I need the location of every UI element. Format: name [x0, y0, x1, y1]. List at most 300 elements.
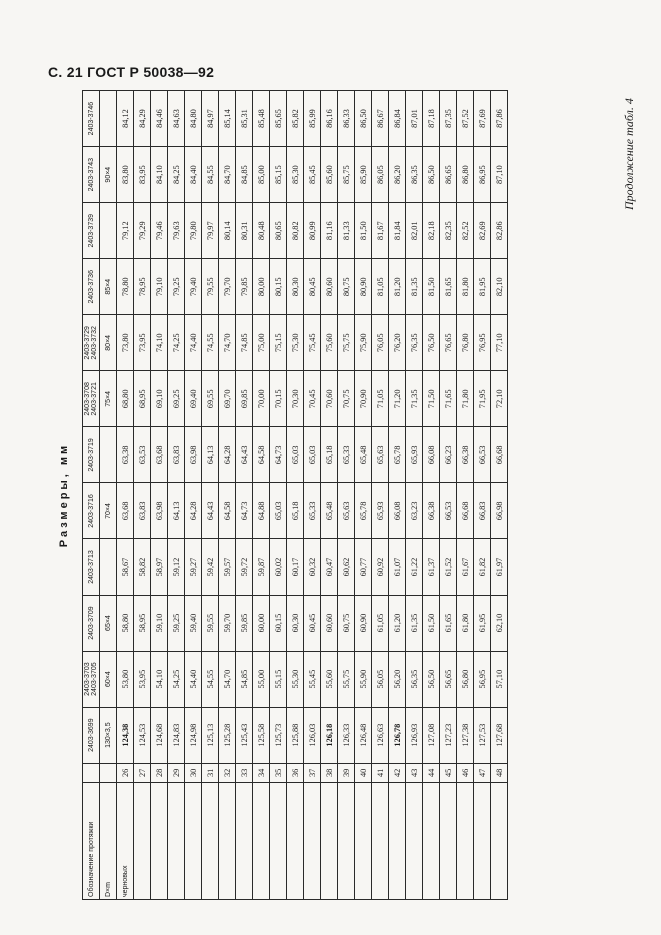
row-group-label — [474, 783, 491, 900]
table-cell: 71,65 — [440, 371, 457, 427]
table-cell: 66,68 — [491, 427, 508, 483]
column-code: 2403-3736 — [83, 259, 100, 315]
table-cell: 75,45 — [304, 315, 321, 371]
table-cell: 60,17 — [287, 539, 304, 595]
table-cell: 78,80 — [117, 259, 134, 315]
table-cell: 86,50 — [423, 147, 440, 203]
table-cell: 60,02 — [270, 539, 287, 595]
column-code: 2403-3708 2403-3721 — [83, 371, 100, 427]
column-size: 75×4 — [100, 371, 117, 427]
table-cell: 80,82 — [287, 203, 304, 259]
table-cell: 81,50 — [423, 259, 440, 315]
table-row — [440, 91, 457, 900]
row-group-label — [168, 783, 185, 900]
designation-label: Обозначение протяжки — [83, 783, 100, 900]
table-cell: 63,23 — [406, 483, 423, 539]
table-cell: 56,80 — [457, 651, 474, 707]
row-group-label — [253, 783, 270, 900]
column-size: 130×3,5 — [100, 707, 117, 763]
table-cell: 81,67 — [372, 203, 389, 259]
table-cell: 78,95 — [134, 259, 151, 315]
table-cell: 56,20 — [389, 651, 406, 707]
table-cell: 66,08 — [389, 483, 406, 539]
tooth-number: 39 — [338, 763, 355, 782]
row-group-label — [389, 783, 406, 900]
table-cell: 60,75 — [338, 595, 355, 651]
column-size — [100, 539, 117, 595]
table-cell: 80,99 — [304, 203, 321, 259]
table-cell: 69,70 — [219, 371, 236, 427]
table-cell: 84,46 — [151, 91, 168, 147]
table-cell: 125,13 — [202, 707, 219, 763]
table-cell: 55,60 — [321, 651, 338, 707]
table-cell: 80,31 — [236, 203, 253, 259]
table-cell: 66,68 — [457, 483, 474, 539]
tooth-number: 27 — [134, 763, 151, 782]
table-cell: 124,53 — [134, 707, 151, 763]
table-cell: 59,57 — [219, 539, 236, 595]
table-cell: 58,97 — [151, 539, 168, 595]
table-row — [134, 91, 151, 900]
table-cell: 58,82 — [134, 539, 151, 595]
tooth-number: 43 — [406, 763, 423, 782]
tooth-number: 34 — [253, 763, 270, 782]
column-code: 2403-3729 2403-3732 — [83, 315, 100, 371]
table-cell: 85,30 — [287, 147, 304, 203]
table-cell: 61,20 — [389, 595, 406, 651]
table-cell: 85,31 — [236, 91, 253, 147]
table-cell: 84,85 — [236, 147, 253, 203]
table-cell: 84,29 — [134, 91, 151, 147]
table-cell: 81,05 — [372, 259, 389, 315]
table-cell: 65,03 — [287, 427, 304, 483]
table-cell: 70,15 — [270, 371, 287, 427]
table-cell: 81,16 — [321, 203, 338, 259]
blank-cell — [100, 763, 117, 782]
tooth-number: 37 — [304, 763, 321, 782]
table-cell: 61,67 — [457, 539, 474, 595]
table-cell: 65,48 — [321, 483, 338, 539]
table-cell: 127,53 — [474, 707, 491, 763]
tooth-number: 30 — [185, 763, 202, 782]
table-cell: 66,83 — [474, 483, 491, 539]
table-cell: 81,50 — [355, 203, 372, 259]
tooth-number: 36 — [287, 763, 304, 782]
table-cell: 60,90 — [355, 595, 372, 651]
table-cell: 83,95 — [134, 147, 151, 203]
table-cell: 63,98 — [151, 483, 168, 539]
table-cell: 63,98 — [185, 427, 202, 483]
table-cell: 65,63 — [338, 483, 355, 539]
table-cell: 76,05 — [372, 315, 389, 371]
table-row — [355, 91, 372, 900]
table-cell: 76,20 — [389, 315, 406, 371]
table-cell: 56,35 — [406, 651, 423, 707]
table-cell: 79,10 — [151, 259, 168, 315]
table-cell: 61,05 — [372, 595, 389, 651]
table-cell: 66,38 — [457, 427, 474, 483]
table-cell: 79,55 — [202, 259, 219, 315]
table-cell: 81,95 — [474, 259, 491, 315]
table-cell: 85,60 — [321, 147, 338, 203]
table-cell: 64,43 — [236, 427, 253, 483]
table-cell: 66,23 — [440, 427, 457, 483]
table-cell: 65,18 — [321, 427, 338, 483]
table-cell: 75,60 — [321, 315, 338, 371]
table-cell: 65,48 — [355, 427, 372, 483]
table-cell: 76,95 — [474, 315, 491, 371]
table-row — [338, 91, 355, 900]
table-cell: 60,47 — [321, 539, 338, 595]
table-cell: 79,25 — [168, 259, 185, 315]
table-cell: 58,95 — [134, 595, 151, 651]
table-cell: 84,12 — [117, 91, 134, 147]
row-group-label — [372, 783, 389, 900]
table-cell: 60,32 — [304, 539, 321, 595]
table-cell: 79,85 — [236, 259, 253, 315]
table-cell: 53,95 — [134, 651, 151, 707]
header-row-sizes — [100, 91, 117, 900]
table-cell: 125,88 — [287, 707, 304, 763]
table-cell: 125,28 — [219, 707, 236, 763]
column-size: 65×4 — [100, 595, 117, 651]
table-cell: 81,35 — [406, 259, 423, 315]
table-cell: 77,10 — [491, 315, 508, 371]
table-cell: 126,18 — [321, 707, 338, 763]
table-cell: 59,25 — [168, 595, 185, 651]
table-cell: 63,83 — [134, 483, 151, 539]
table-cell: 69,85 — [236, 371, 253, 427]
table-cell: 60,60 — [321, 595, 338, 651]
table-cell: 66,38 — [423, 483, 440, 539]
table-cell: 79,46 — [151, 203, 168, 259]
table-cell: 74,10 — [151, 315, 168, 371]
table-cell: 85,99 — [304, 91, 321, 147]
table-cell: 79,70 — [219, 259, 236, 315]
table-cell: 54,10 — [151, 651, 168, 707]
table-cell: 53,80 — [117, 651, 134, 707]
tooth-number: 40 — [355, 763, 372, 782]
table-cell: 82,69 — [474, 203, 491, 259]
table-row — [151, 91, 168, 900]
table-cell: 70,75 — [338, 371, 355, 427]
table-cell: 125,43 — [236, 707, 253, 763]
table-cell: 74,70 — [219, 315, 236, 371]
table-cell: 66,08 — [423, 427, 440, 483]
table-cell: 63,53 — [134, 427, 151, 483]
row-group-label — [151, 783, 168, 900]
table-cell: 58,67 — [117, 539, 134, 595]
table-cell: 80,75 — [338, 259, 355, 315]
column-code: 2403-3699 — [83, 707, 100, 763]
table-cell: 69,55 — [202, 371, 219, 427]
table-cell: 80,15 — [270, 259, 287, 315]
tooth-number: 26 — [117, 763, 134, 782]
page-header: С. 21 ГОСТ Р 50038—92 — [48, 64, 215, 80]
table-row — [389, 91, 406, 900]
table-cell: 126,03 — [304, 707, 321, 763]
column-code: 2403-3716 — [83, 483, 100, 539]
table-cell: 70,60 — [321, 371, 338, 427]
table-cell: 60,15 — [270, 595, 287, 651]
table-cell: 63,83 — [168, 427, 185, 483]
table-cell: 60,92 — [372, 539, 389, 595]
table-cell: 75,30 — [287, 315, 304, 371]
table-cell: 64,73 — [270, 427, 287, 483]
table-cell: 126,33 — [338, 707, 355, 763]
table-cell: 84,80 — [185, 91, 202, 147]
row-group-label — [406, 783, 423, 900]
table-cell: 59,40 — [185, 595, 202, 651]
table-cell: 64,73 — [236, 483, 253, 539]
blank-cell — [83, 763, 100, 782]
dimensions-table — [82, 90, 508, 900]
dxm-label: D×m — [100, 783, 117, 900]
table-cell: 127,38 — [457, 707, 474, 763]
table-cell: 82,35 — [440, 203, 457, 259]
table-row — [474, 91, 491, 900]
table-cell: 70,00 — [253, 371, 270, 427]
table-cell: 55,90 — [355, 651, 372, 707]
table-cell: 76,35 — [406, 315, 423, 371]
table-cell: 86,95 — [474, 147, 491, 203]
table-cell: 54,55 — [202, 651, 219, 707]
table-row — [372, 91, 389, 900]
table-cell: 59,42 — [202, 539, 219, 595]
table-cell: 79,29 — [134, 203, 151, 259]
table-cell: 86,80 — [457, 147, 474, 203]
table-cell: 61,52 — [440, 539, 457, 595]
table-cell: 79,97 — [202, 203, 219, 259]
table-cell: 60,77 — [355, 539, 372, 595]
table-cell: 59,85 — [236, 595, 253, 651]
table-cell: 61,07 — [389, 539, 406, 595]
table-cell: 65,03 — [304, 427, 321, 483]
table-row — [236, 91, 253, 900]
rotated-table-frame — [58, 90, 612, 900]
table-row — [304, 91, 321, 900]
table-cell: 59,10 — [151, 595, 168, 651]
table-cell: 125,73 — [270, 707, 287, 763]
tooth-number: 45 — [440, 763, 457, 782]
table-cell: 125,58 — [253, 707, 270, 763]
table-row — [185, 91, 202, 900]
table-cell: 84,40 — [185, 147, 202, 203]
table-cell: 80,14 — [219, 203, 236, 259]
table-cell: 59,87 — [253, 539, 270, 595]
table-cell: 124,68 — [151, 707, 168, 763]
table-row — [168, 91, 185, 900]
table-cell: 64,28 — [219, 427, 236, 483]
table-row — [423, 91, 440, 900]
table-row — [117, 91, 134, 900]
table-cell: 65,63 — [372, 427, 389, 483]
tooth-number: 35 — [270, 763, 287, 782]
table-cell: 66,53 — [474, 427, 491, 483]
row-group-label — [304, 783, 321, 900]
table-cell: 86,35 — [406, 147, 423, 203]
table-cell: 61,35 — [406, 595, 423, 651]
table-cell: 83,80 — [117, 147, 134, 203]
table-cell: 84,25 — [168, 147, 185, 203]
table-cell: 54,70 — [219, 651, 236, 707]
table-cell: 84,55 — [202, 147, 219, 203]
table-cell: 64,13 — [168, 483, 185, 539]
table-cell: 82,18 — [423, 203, 440, 259]
table-cell: 56,65 — [440, 651, 457, 707]
table-cell: 61,80 — [457, 595, 474, 651]
column-code: 2403-3709 — [83, 595, 100, 651]
row-group-label — [440, 783, 457, 900]
table-row — [287, 91, 304, 900]
table-cell: 82,86 — [491, 203, 508, 259]
table-cell: 80,00 — [253, 259, 270, 315]
tooth-number: 33 — [236, 763, 253, 782]
table-row — [253, 91, 270, 900]
table-cell: 86,84 — [389, 91, 406, 147]
table-cell: 59,27 — [185, 539, 202, 595]
table-cell: 82,52 — [457, 203, 474, 259]
table-cell: 86,65 — [440, 147, 457, 203]
table-cell: 64,58 — [219, 483, 236, 539]
table-cell: 85,90 — [355, 147, 372, 203]
table-cell: 74,25 — [168, 315, 185, 371]
table-cell: 54,40 — [185, 651, 202, 707]
row-group-label — [287, 783, 304, 900]
row-group-label — [134, 783, 151, 900]
table-cell: 69,25 — [168, 371, 185, 427]
table-cell: 86,16 — [321, 91, 338, 147]
table-cell: 81,33 — [338, 203, 355, 259]
table-cell: 56,50 — [423, 651, 440, 707]
column-size: 90×4 — [100, 147, 117, 203]
column-code: 2403-3739 — [83, 203, 100, 259]
table-cell: 60,00 — [253, 595, 270, 651]
row-group-label — [236, 783, 253, 900]
table-cell: 54,85 — [236, 651, 253, 707]
table-cell: 73,95 — [134, 315, 151, 371]
table-cell: 63,68 — [117, 483, 134, 539]
column-size: 80×4 — [100, 315, 117, 371]
tooth-number: 32 — [219, 763, 236, 782]
table-cell: 87,35 — [440, 91, 457, 147]
table-cell: 74,40 — [185, 315, 202, 371]
table-cell: 73,80 — [117, 315, 134, 371]
table-cell: 86,20 — [389, 147, 406, 203]
table-cell: 81,20 — [389, 259, 406, 315]
table-cell: 61,37 — [423, 539, 440, 595]
table-cell: 65,33 — [304, 483, 321, 539]
table-cell: 55,45 — [304, 651, 321, 707]
column-size: 70×4 — [100, 483, 117, 539]
column-size — [100, 91, 117, 147]
table-cell: 80,30 — [287, 259, 304, 315]
table-cell: 68,95 — [134, 371, 151, 427]
table-cell: 61,95 — [474, 595, 491, 651]
table-cell: 82,10 — [491, 259, 508, 315]
table-cell: 60,62 — [338, 539, 355, 595]
table-cell: 127,23 — [440, 707, 457, 763]
table-cell: 56,95 — [474, 651, 491, 707]
table-cell: 80,45 — [304, 259, 321, 315]
continued-label: Продолжение табл. 4 — [622, 98, 636, 210]
table-cell: 76,65 — [440, 315, 457, 371]
table-cell: 64,13 — [202, 427, 219, 483]
table-cell: 75,90 — [355, 315, 372, 371]
table-cell: 87,69 — [474, 91, 491, 147]
table-cell: 71,20 — [389, 371, 406, 427]
table-cell: 59,55 — [202, 595, 219, 651]
table-cell: 85,75 — [338, 147, 355, 203]
table-cell: 85,14 — [219, 91, 236, 147]
table-row — [491, 91, 508, 900]
tooth-number: 41 — [372, 763, 389, 782]
table-cell: 61,97 — [491, 539, 508, 595]
table-cell: 80,60 — [321, 259, 338, 315]
table-cell: 87,01 — [406, 91, 423, 147]
table-cell: 87,18 — [423, 91, 440, 147]
table-cell: 68,80 — [117, 371, 134, 427]
row-group-label — [491, 783, 508, 900]
table-cell: 126,63 — [372, 707, 389, 763]
table-cell: 64,88 — [253, 483, 270, 539]
table-cell: 71,05 — [372, 371, 389, 427]
tooth-number: 44 — [423, 763, 440, 782]
table-cell: 55,15 — [270, 651, 287, 707]
table-cell: 65,93 — [372, 483, 389, 539]
table-cell: 74,85 — [236, 315, 253, 371]
table-cell: 124,83 — [168, 707, 185, 763]
table-cell: 85,48 — [253, 91, 270, 147]
row-group-label — [355, 783, 372, 900]
table-cell: 79,80 — [185, 203, 202, 259]
table-cell: 70,30 — [287, 371, 304, 427]
header-row-codes — [83, 91, 100, 900]
table-cell: 59,72 — [236, 539, 253, 595]
table-cell: 126,93 — [406, 707, 423, 763]
table-cell: 63,68 — [151, 427, 168, 483]
tooth-number: 42 — [389, 763, 406, 782]
row-group-label — [219, 783, 236, 900]
table-cell: 60,30 — [287, 595, 304, 651]
table-cell: 66,98 — [491, 483, 508, 539]
tooth-number: 47 — [474, 763, 491, 782]
table-cell: 86,67 — [372, 91, 389, 147]
table-cell: 87,86 — [491, 91, 508, 147]
row-group-label — [185, 783, 202, 900]
table-cell: 65,78 — [389, 427, 406, 483]
row-group-label — [321, 783, 338, 900]
table-cell: 85,00 — [253, 147, 270, 203]
table-cell: 76,80 — [457, 315, 474, 371]
table-cell: 61,22 — [406, 539, 423, 595]
table-cell: 69,40 — [185, 371, 202, 427]
tooth-number: 29 — [168, 763, 185, 782]
table-cell: 126,78 — [389, 707, 406, 763]
table-cell: 86,50 — [355, 91, 372, 147]
table-cell: 75,15 — [270, 315, 287, 371]
table-cell: 87,10 — [491, 147, 508, 203]
table-cell: 127,08 — [423, 707, 440, 763]
table-cell: 85,15 — [270, 147, 287, 203]
column-size: 85×4 — [100, 259, 117, 315]
table-cell: 61,50 — [423, 595, 440, 651]
table-cell: 61,82 — [474, 539, 491, 595]
table-row — [270, 91, 287, 900]
table-cell: 55,30 — [287, 651, 304, 707]
table-cell: 57,10 — [491, 651, 508, 707]
table-cell: 85,82 — [287, 91, 304, 147]
